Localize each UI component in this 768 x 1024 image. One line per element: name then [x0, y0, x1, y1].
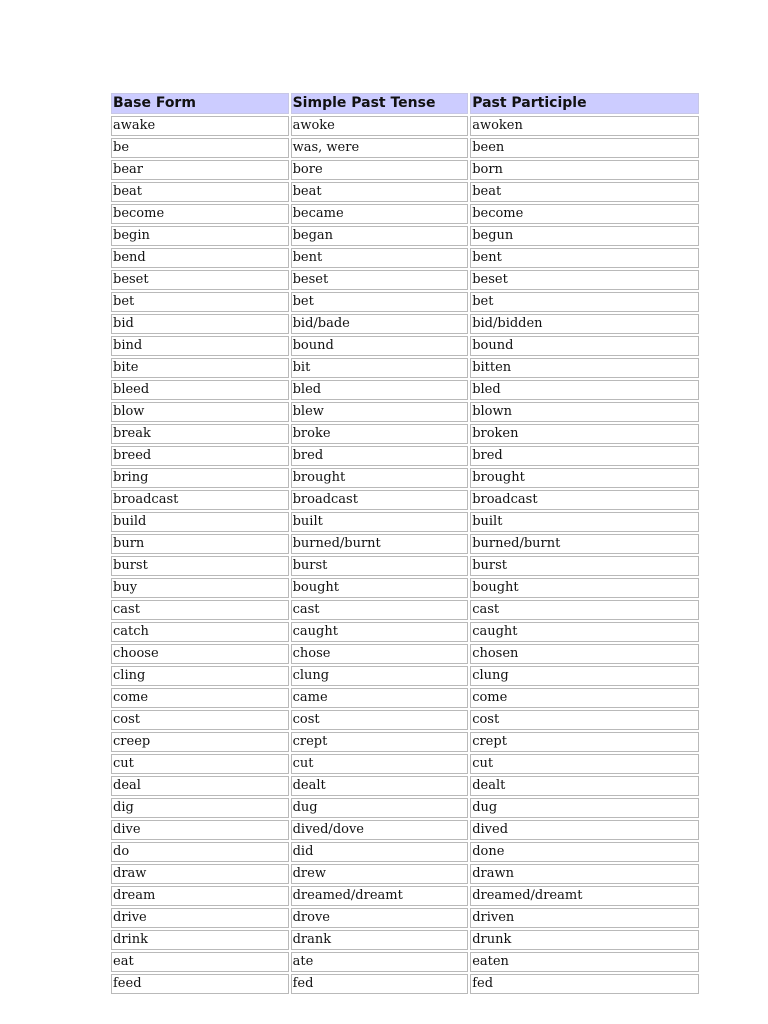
cell-past-participle: bet: [470, 292, 699, 312]
irregular-verbs-table: [109, 91, 701, 996]
cell-simple-past: dug: [291, 798, 469, 818]
table-row: [111, 138, 699, 158]
cell-simple-past: awoke: [291, 116, 469, 136]
table-header-row: [111, 93, 699, 114]
cell-simple-past: broadcast: [291, 490, 469, 510]
cell-base-form: bid: [111, 314, 289, 334]
cell-base-form: bring: [111, 468, 289, 488]
cell-past-participle: crept: [470, 732, 699, 752]
cell-simple-past: bit: [291, 358, 469, 378]
cell-base-form: broadcast: [111, 490, 289, 510]
cell-base-form: breed: [111, 446, 289, 466]
cell-base-form: cut: [111, 754, 289, 774]
cell-past-participle: bid/bidden: [470, 314, 699, 334]
cell-simple-past: brought: [291, 468, 469, 488]
cell-base-form: catch: [111, 622, 289, 642]
cell-simple-past: dealt: [291, 776, 469, 796]
cell-past-participle: bled: [470, 380, 699, 400]
cell-base-form: come: [111, 688, 289, 708]
table-row: [111, 754, 699, 774]
header-simple-past-tense: Simple Past Tense: [291, 93, 469, 114]
cell-simple-past: bet: [291, 292, 469, 312]
table-row: [111, 468, 699, 488]
cell-past-participle: caught: [470, 622, 699, 642]
cell-simple-past: burned/burnt: [291, 534, 469, 554]
cell-past-participle: bred: [470, 446, 699, 466]
cell-base-form: bear: [111, 160, 289, 180]
table-row: [111, 666, 699, 686]
cell-simple-past: built: [291, 512, 469, 532]
cell-base-form: be: [111, 138, 289, 158]
cell-base-form: bite: [111, 358, 289, 378]
table-row: [111, 688, 699, 708]
cell-past-participle: cast: [470, 600, 699, 620]
cell-past-participle: eaten: [470, 952, 699, 972]
cell-base-form: bend: [111, 248, 289, 268]
cell-simple-past: bid/bade: [291, 314, 469, 334]
cell-base-form: blow: [111, 402, 289, 422]
cell-past-participle: brought: [470, 468, 699, 488]
cell-simple-past: did: [291, 842, 469, 862]
table-row: [111, 292, 699, 312]
table-row: [111, 600, 699, 620]
cell-simple-past: bound: [291, 336, 469, 356]
table-row: [111, 424, 699, 444]
cell-base-form: cast: [111, 600, 289, 620]
cell-base-form: bet: [111, 292, 289, 312]
table-row: [111, 820, 699, 840]
cell-past-participle: drawn: [470, 864, 699, 884]
cell-past-participle: been: [470, 138, 699, 158]
cell-base-form: beset: [111, 270, 289, 290]
table-row: [111, 358, 699, 378]
cell-simple-past: bled: [291, 380, 469, 400]
cell-past-participle: begun: [470, 226, 699, 246]
cell-past-participle: beset: [470, 270, 699, 290]
cell-past-participle: become: [470, 204, 699, 224]
cell-simple-past: drew: [291, 864, 469, 884]
table-row: [111, 160, 699, 180]
cell-base-form: buy: [111, 578, 289, 598]
table-row: [111, 226, 699, 246]
cell-past-participle: cost: [470, 710, 699, 730]
header-past-participle: Past Participle: [470, 93, 699, 114]
table-row: [111, 380, 699, 400]
cell-base-form: choose: [111, 644, 289, 664]
table-row: [111, 556, 699, 576]
cell-base-form: drive: [111, 908, 289, 928]
table-row: [111, 490, 699, 510]
cell-past-participle: dealt: [470, 776, 699, 796]
cell-past-participle: beat: [470, 182, 699, 202]
cell-past-participle: bent: [470, 248, 699, 268]
table-row: [111, 710, 699, 730]
cell-simple-past: dived/dove: [291, 820, 469, 840]
cell-base-form: begin: [111, 226, 289, 246]
table-row: [111, 314, 699, 334]
cell-simple-past: cut: [291, 754, 469, 774]
cell-simple-past: dreamed/dreamt: [291, 886, 469, 906]
table-row: [111, 578, 699, 598]
cell-base-form: draw: [111, 864, 289, 884]
cell-past-participle: cut: [470, 754, 699, 774]
table-row: [111, 336, 699, 356]
cell-past-participle: blown: [470, 402, 699, 422]
cell-simple-past: broke: [291, 424, 469, 444]
table-row: [111, 622, 699, 642]
cell-base-form: beat: [111, 182, 289, 202]
cell-base-form: cling: [111, 666, 289, 686]
cell-base-form: break: [111, 424, 289, 444]
table-row: [111, 974, 699, 994]
cell-simple-past: beat: [291, 182, 469, 202]
cell-past-participle: broken: [470, 424, 699, 444]
cell-base-form: deal: [111, 776, 289, 796]
cell-past-participle: burst: [470, 556, 699, 576]
cell-simple-past: drove: [291, 908, 469, 928]
cell-simple-past: cost: [291, 710, 469, 730]
cell-simple-past: burst: [291, 556, 469, 576]
cell-past-participle: dreamed/dreamt: [470, 886, 699, 906]
cell-past-participle: done: [470, 842, 699, 862]
cell-simple-past: bore: [291, 160, 469, 180]
table-body: [111, 116, 699, 994]
cell-past-participle: awoken: [470, 116, 699, 136]
cell-base-form: feed: [111, 974, 289, 994]
cell-past-participle: bitten: [470, 358, 699, 378]
cell-base-form: dream: [111, 886, 289, 906]
table-row: [111, 886, 699, 906]
cell-simple-past: crept: [291, 732, 469, 752]
cell-past-participle: built: [470, 512, 699, 532]
cell-past-participle: drunk: [470, 930, 699, 950]
cell-simple-past: began: [291, 226, 469, 246]
cell-simple-past: was, were: [291, 138, 469, 158]
table-row: [111, 402, 699, 422]
cell-base-form: do: [111, 842, 289, 862]
table-row: [111, 908, 699, 928]
cell-base-form: burst: [111, 556, 289, 576]
cell-past-participle: come: [470, 688, 699, 708]
cell-base-form: build: [111, 512, 289, 532]
table-row: [111, 446, 699, 466]
table-row: [111, 248, 699, 268]
cell-simple-past: bent: [291, 248, 469, 268]
cell-past-participle: dug: [470, 798, 699, 818]
cell-simple-past: fed: [291, 974, 469, 994]
cell-past-participle: clung: [470, 666, 699, 686]
cell-past-participle: broadcast: [470, 490, 699, 510]
cell-base-form: become: [111, 204, 289, 224]
cell-base-form: cost: [111, 710, 289, 730]
table-row: [111, 732, 699, 752]
cell-past-participle: chosen: [470, 644, 699, 664]
cell-past-participle: fed: [470, 974, 699, 994]
table-row: [111, 512, 699, 532]
cell-simple-past: beset: [291, 270, 469, 290]
cell-past-participle: dived: [470, 820, 699, 840]
cell-past-participle: born: [470, 160, 699, 180]
cell-simple-past: came: [291, 688, 469, 708]
table-row: [111, 864, 699, 884]
cell-simple-past: caught: [291, 622, 469, 642]
cell-base-form: dig: [111, 798, 289, 818]
cell-past-participle: bought: [470, 578, 699, 598]
cell-base-form: creep: [111, 732, 289, 752]
table-row: [111, 776, 699, 796]
cell-simple-past: clung: [291, 666, 469, 686]
cell-base-form: bind: [111, 336, 289, 356]
table-row: [111, 798, 699, 818]
table-row: [111, 930, 699, 950]
cell-simple-past: chose: [291, 644, 469, 664]
table-row: [111, 534, 699, 554]
cell-simple-past: bred: [291, 446, 469, 466]
cell-past-participle: driven: [470, 908, 699, 928]
cell-base-form: drink: [111, 930, 289, 950]
header-base-form: Base Form: [111, 93, 289, 114]
cell-simple-past: became: [291, 204, 469, 224]
table-row: [111, 270, 699, 290]
cell-past-participle: burned/burnt: [470, 534, 699, 554]
table-row: [111, 182, 699, 202]
table-row: [111, 116, 699, 136]
cell-base-form: awake: [111, 116, 289, 136]
cell-simple-past: cast: [291, 600, 469, 620]
cell-simple-past: ate: [291, 952, 469, 972]
cell-simple-past: blew: [291, 402, 469, 422]
cell-base-form: dive: [111, 820, 289, 840]
cell-simple-past: drank: [291, 930, 469, 950]
cell-simple-past: bought: [291, 578, 469, 598]
table-row: [111, 644, 699, 664]
cell-base-form: burn: [111, 534, 289, 554]
table-row: [111, 204, 699, 224]
cell-base-form: bleed: [111, 380, 289, 400]
cell-past-participle: bound: [470, 336, 699, 356]
table-row: [111, 842, 699, 862]
cell-base-form: eat: [111, 952, 289, 972]
table-row: [111, 952, 699, 972]
